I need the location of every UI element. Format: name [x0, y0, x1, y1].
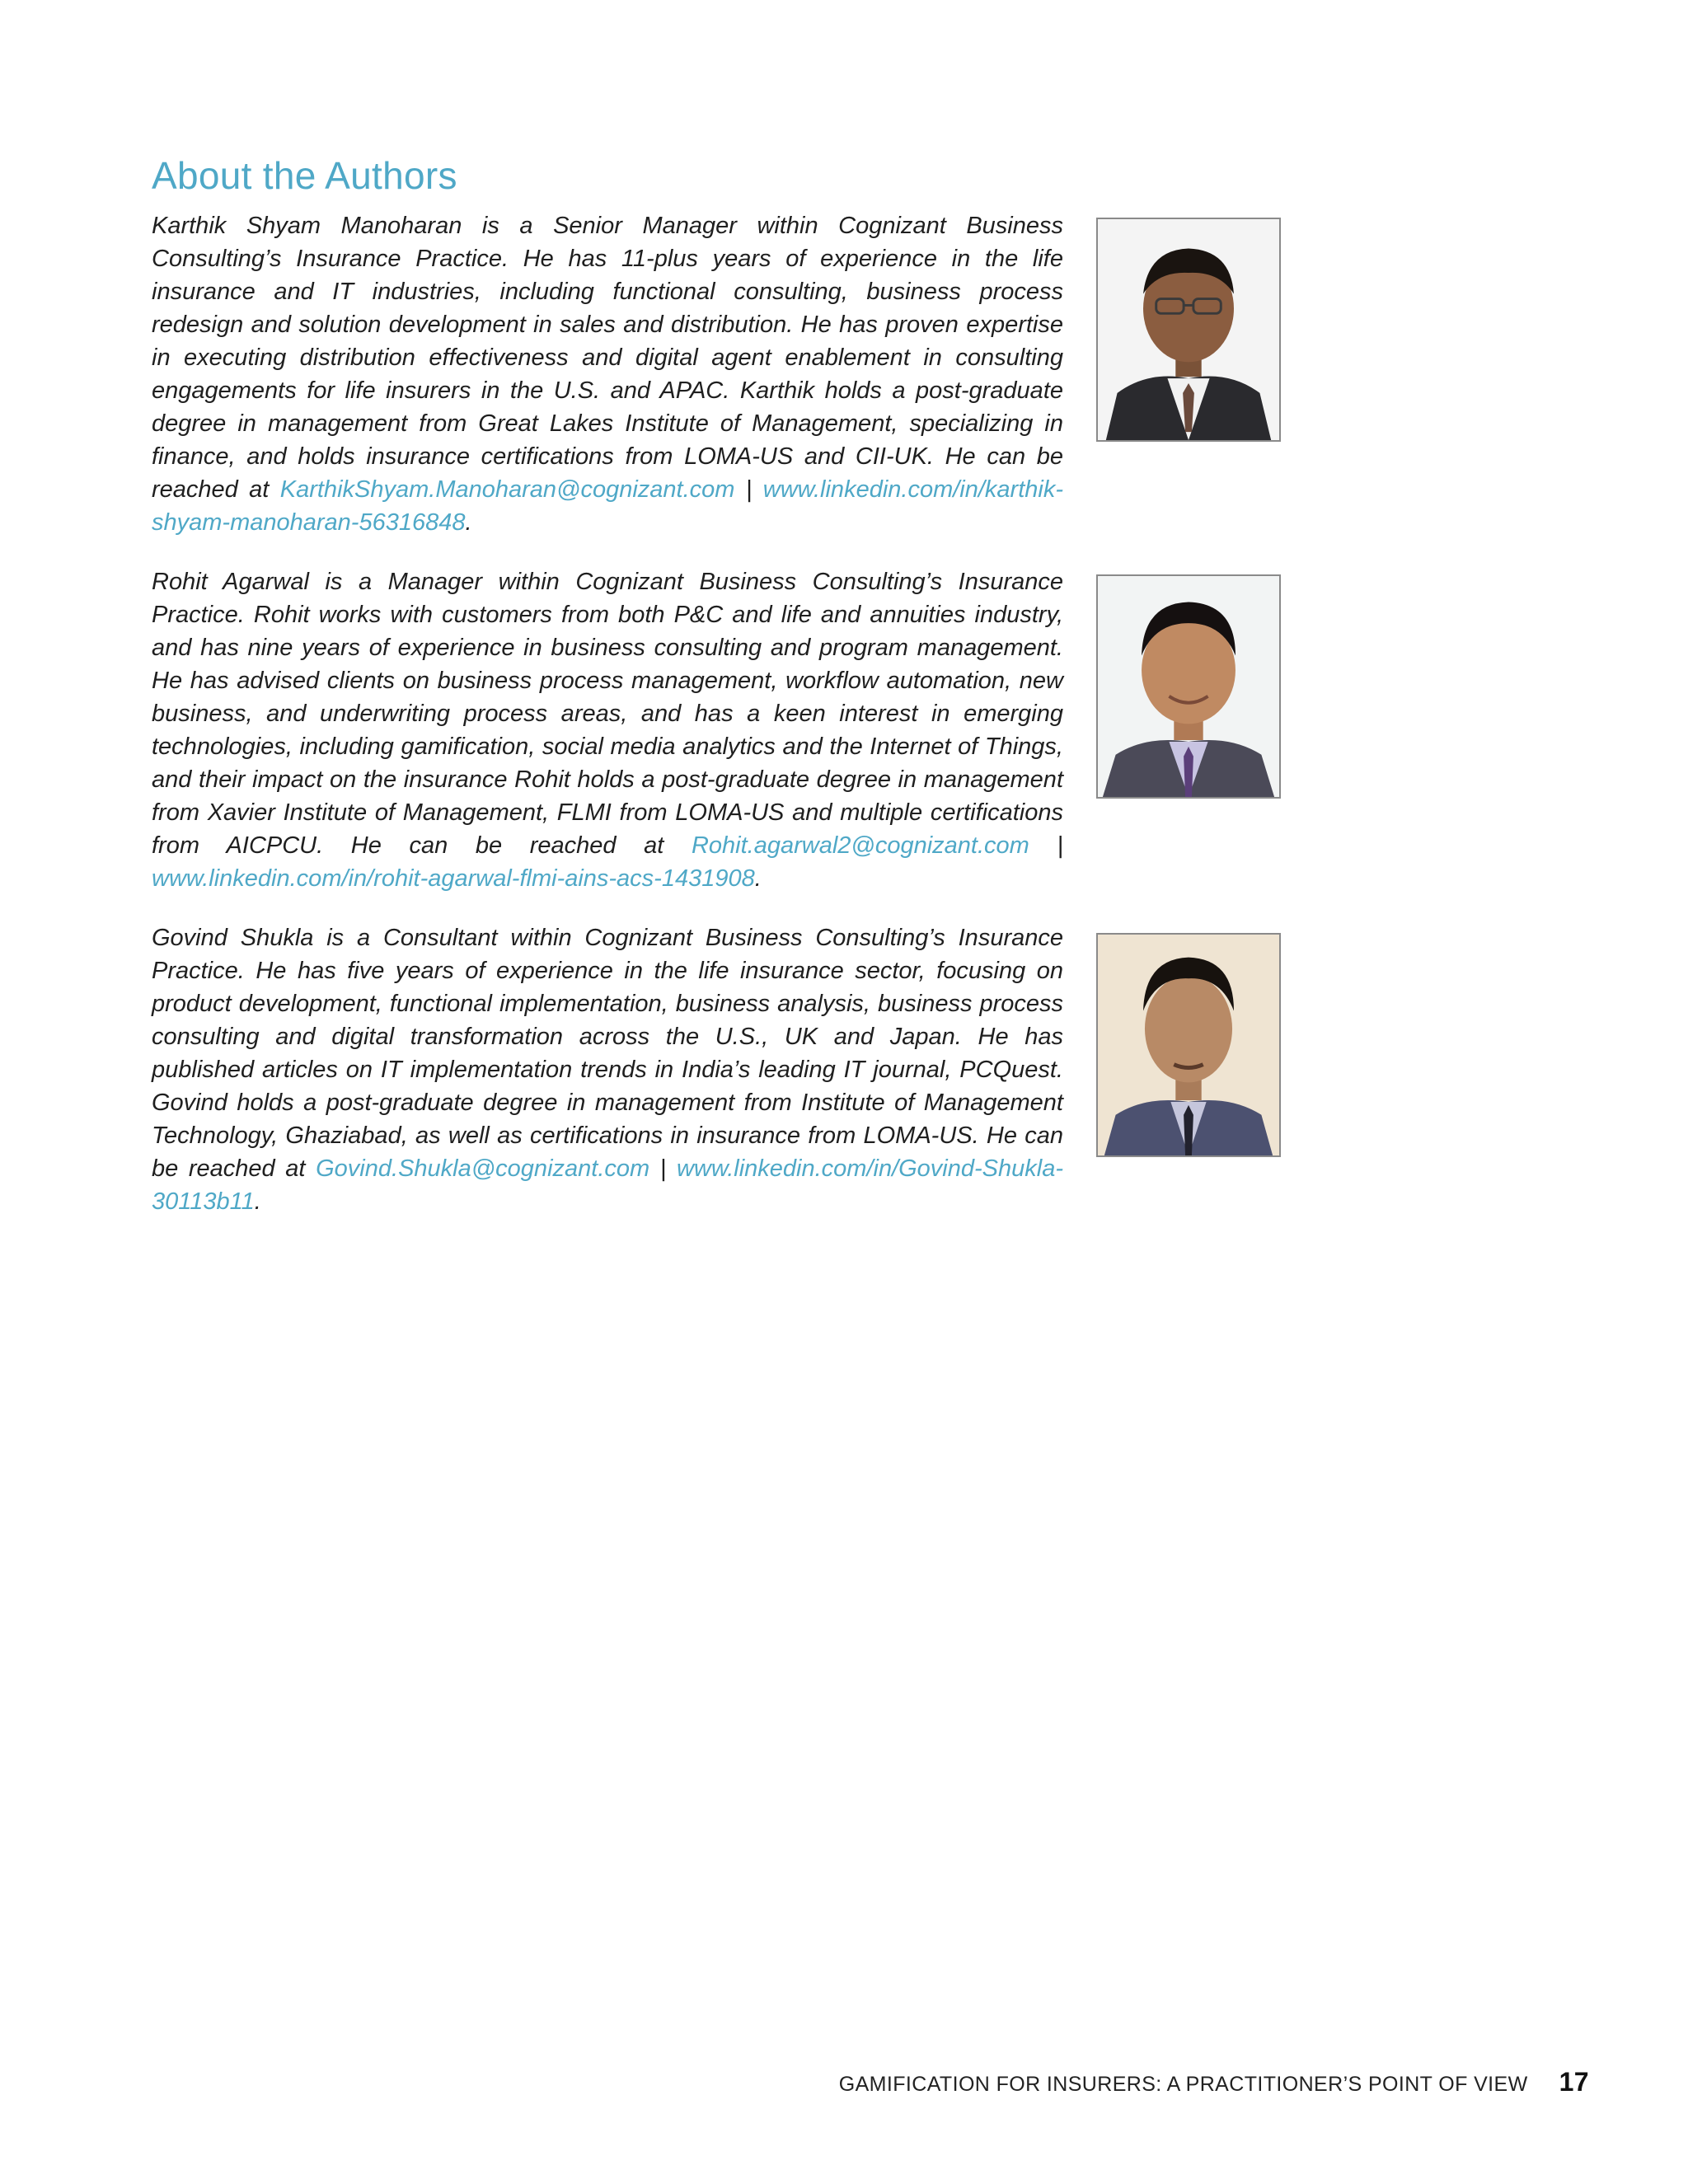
page-number: 17	[1559, 2067, 1589, 2097]
author-bio-govind	[152, 921, 1063, 1218]
bio-end: .	[465, 509, 472, 536]
bio-end: .	[754, 865, 762, 892]
link-separator: |	[1029, 832, 1063, 859]
author-bio-karthik	[152, 209, 1063, 539]
link-separator: |	[734, 476, 763, 503]
linkedin-link[interactable]: www.linkedin.com/in/rohit-agarwal-flmi-ains-acs-1431908	[152, 865, 755, 892]
bio-text: Karthik Shyam Manoharan is a Senior Manager within Cognizant Business Consulting’s Insurance Practice. He has 11-plus years of experience in the life insurance and IT industries, including functional consulting, business process redesign and solution development in sales and distribution. He has proven expertise in executing distribution effectiveness and digital agent enablement in consulting engagements for life insurers in the U.S. and APAC. Karthik holds a post-graduate degree in management from Great Lakes Institute of Management, specializing in finance, and holds insurance certifications from LOMA-US and CII-UK. He can be reached at	[152, 213, 1063, 503]
email-link[interactable]: Rohit.agarwal2@cognizant.com	[691, 832, 1029, 859]
email-link[interactable]: KarthikShyam.Manoharan@cognizant.com	[279, 476, 735, 503]
bio-text: Govind Shukla is a Consultant within Cognizant Business Consulting’s Insurance Practice. He has five years of experience in the life insurance sector, focusing on product development, functional implementation, business analysis, business process consulting and digital transformation across the U.S., UK and Japan. He has published articles on IT implementation trends in India’s leading IT journal, PCQuest. Govind holds a post-graduate degree in management from Institute of Management Technology, Ghaziabad, as well as certifications in insurance from LOMA-US. He can be reached at	[152, 925, 1063, 1182]
author-photo-karthik	[1096, 218, 1281, 442]
author-bio-rohit	[152, 565, 1063, 895]
bio-text: Rohit Agarwal is a Manager within Cognizant Business Consulting’s Insurance Practice. Rohit works with customers from both P&C and life and annuities industry, and has nine years of experience in business consulting and program management. He has advised clients on business process management, workflow automation, new business, and underwriting process areas, and has a keen interest in emerging technologies, including gamification, social media analytics and the Internet of Things, and their impact on the insurance Rohit holds a post-graduate degree in management from Xavier Institute of Management, FLMI from LOMA-US and multiple certifications from AICPCU. He can be reached at	[152, 569, 1063, 859]
page-heading: About the Authors	[152, 154, 457, 197]
bio-end: .	[254, 1188, 261, 1215]
link-separator: |	[649, 1155, 677, 1182]
author-photo-rohit	[1096, 574, 1281, 799]
linkedin-link[interactable]: www.linkedin.com/in/Govind-Shukla-30113b11	[152, 1155, 1063, 1215]
footer-title: GAMIFICATION FOR INSURERS: A PRACTITIONER’S POINT OF VIEW	[838, 2073, 1528, 2096]
author-photo-govind	[1096, 933, 1281, 1157]
linkedin-link[interactable]: www.linkedin.com/in/karthik-shyam-manoharan-56316848	[152, 476, 1063, 536]
email-link[interactable]: Govind.Shukla@cognizant.com	[316, 1155, 650, 1182]
page-footer	[824, 2067, 1589, 2097]
